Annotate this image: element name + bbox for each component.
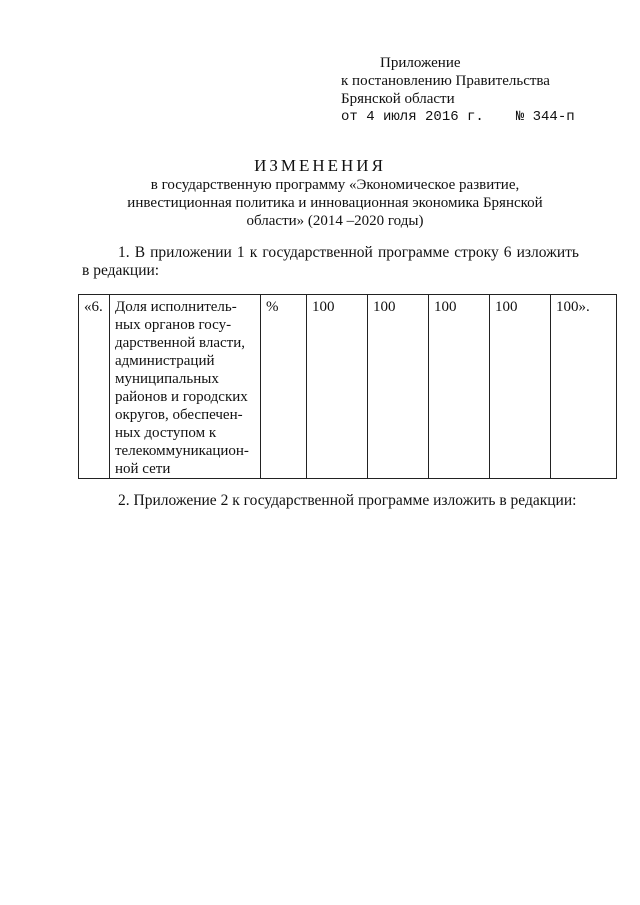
document-subtitle [120, 176, 550, 230]
value-cell-2017: 100 [490, 295, 551, 479]
appendix-line-2: к постановлению Правительства [341, 73, 550, 89]
decree-date-line [341, 108, 575, 126]
indicator-line: муниципальных [115, 371, 219, 387]
subtitle-line: инвестиционная политика и инновационная экономика Брянской [127, 195, 543, 211]
value-cell-2014: 100 [307, 295, 368, 479]
table-row [79, 295, 617, 479]
appendix-header [341, 54, 575, 126]
indicator-line: дарственной власти, [115, 335, 246, 351]
appendix-line-1: Приложение [380, 55, 461, 71]
subtitle-line: области» (2014 –2020 годы) [246, 213, 424, 229]
row-number-cell: «6. [79, 295, 110, 479]
decree-number: № 344-п [515, 109, 575, 125]
indicator-line: округов, обеспечен- [115, 407, 243, 423]
document-title: ИЗМЕНЕНИЯ [254, 156, 386, 175]
indicator-line: администраций [115, 353, 215, 369]
value-cell-2015: 100 [368, 295, 429, 479]
indicator-line: ных органов госу- [115, 317, 232, 333]
indicator-line: ных доступом к [115, 425, 217, 441]
program-table-row [78, 294, 617, 479]
subtitle-line: в государственную программу «Экономическое развитие, [150, 177, 520, 193]
paragraph-1-text: 1. В приложении 1 к государственной программе строку 6 изложить в редакции: [82, 244, 579, 279]
value-cell-2018: 100». [551, 295, 617, 479]
paragraph-1 [82, 244, 579, 280]
appendix-line-3: Брянской области [341, 91, 455, 107]
unit-cell: % [261, 295, 307, 479]
decree-date: от 4 июля 2016 г. [341, 109, 484, 125]
indicator-line: телекоммуникацион- [115, 443, 249, 459]
indicator-line: районов и городских [115, 389, 248, 405]
indicator-line: ной сети [115, 461, 171, 477]
paragraph-2: 2. Приложение 2 к государственной программе изложить в редакции: [118, 492, 577, 509]
indicator-line: Доля исполнитель- [115, 299, 237, 315]
indicator-cell [110, 295, 261, 479]
value-cell-2016: 100 [429, 295, 490, 479]
